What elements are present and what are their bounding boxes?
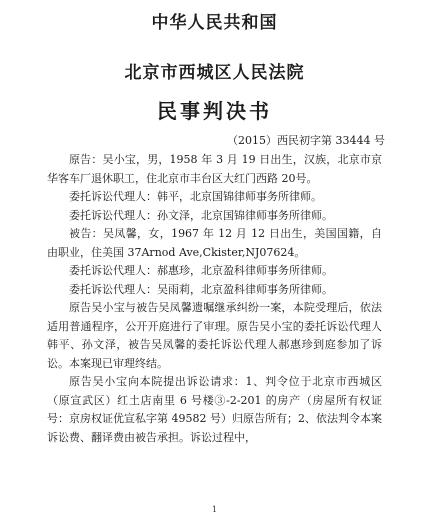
plaintiff-paragraph: 原告：吴小宝，男，1958 年 3 月 19 日出生，汉族，北京市京华客车厂退休职工，住北京市丰台区大红门西路 20号。 (47, 153, 382, 185)
page-number: 1 (211, 505, 218, 514)
judgment-title: 民事判决书 (157, 99, 272, 123)
claims-paragraph: 原告吴小宝向本院提出诉讼请求：1、判令位于北京市西城区（原宣武区）红土店南里 6 号楼③-2-201 的房产（房屋所有权证号：京房权证优宣私字第 49582 号）归原告所有；2、依法判令本案诉讼费、翻译费由被告承担。诉讼过程中， (47, 375, 382, 444)
defendant-agent-1-paragraph: 委托诉讼代理人：郝惠珍，北京盈科律师事务所律师。 (69, 264, 333, 277)
country-title: 中华人民共和国 (151, 13, 278, 33)
defendant-paragraph: 被告：吴凤馨，女，1967 年 12 月 12 日出生，美国国籍，自由职业，住美国 37Arnod Ave,Ckister,NJ07624。 (47, 227, 382, 259)
plaintiff-agent-1-paragraph: 委托诉讼代理人：韩平，北京国锦律师事务所律师。 (69, 190, 322, 203)
court-title: 北京市西城区人民法院 (124, 63, 305, 83)
judgment-body (47, 151, 382, 447)
case-number: （2015）西民初字第 33444 号 (227, 134, 385, 147)
plaintiff-agent-2-paragraph: 委托诉讼代理人：孙文泽，北京国锦律师事务所律师。 (69, 208, 333, 222)
defendant-agent-2-paragraph: 委托诉讼代理人：吴雨莉，北京盈科律师事务所律师。 (69, 282, 333, 296)
case-procedure-paragraph: 原告吴小宝与被告吴凤馨遗嘱继承纠纷一案，本院受理后，依法适用普通程序，公开开庭进行了审理。原告吴小宝的委托诉讼代理人韩平、孙文泽，被告吴凤馨的委托诉讼代理人郝惠珍到庭参加了诉讼。本案现已审理终结。 (47, 301, 382, 370)
